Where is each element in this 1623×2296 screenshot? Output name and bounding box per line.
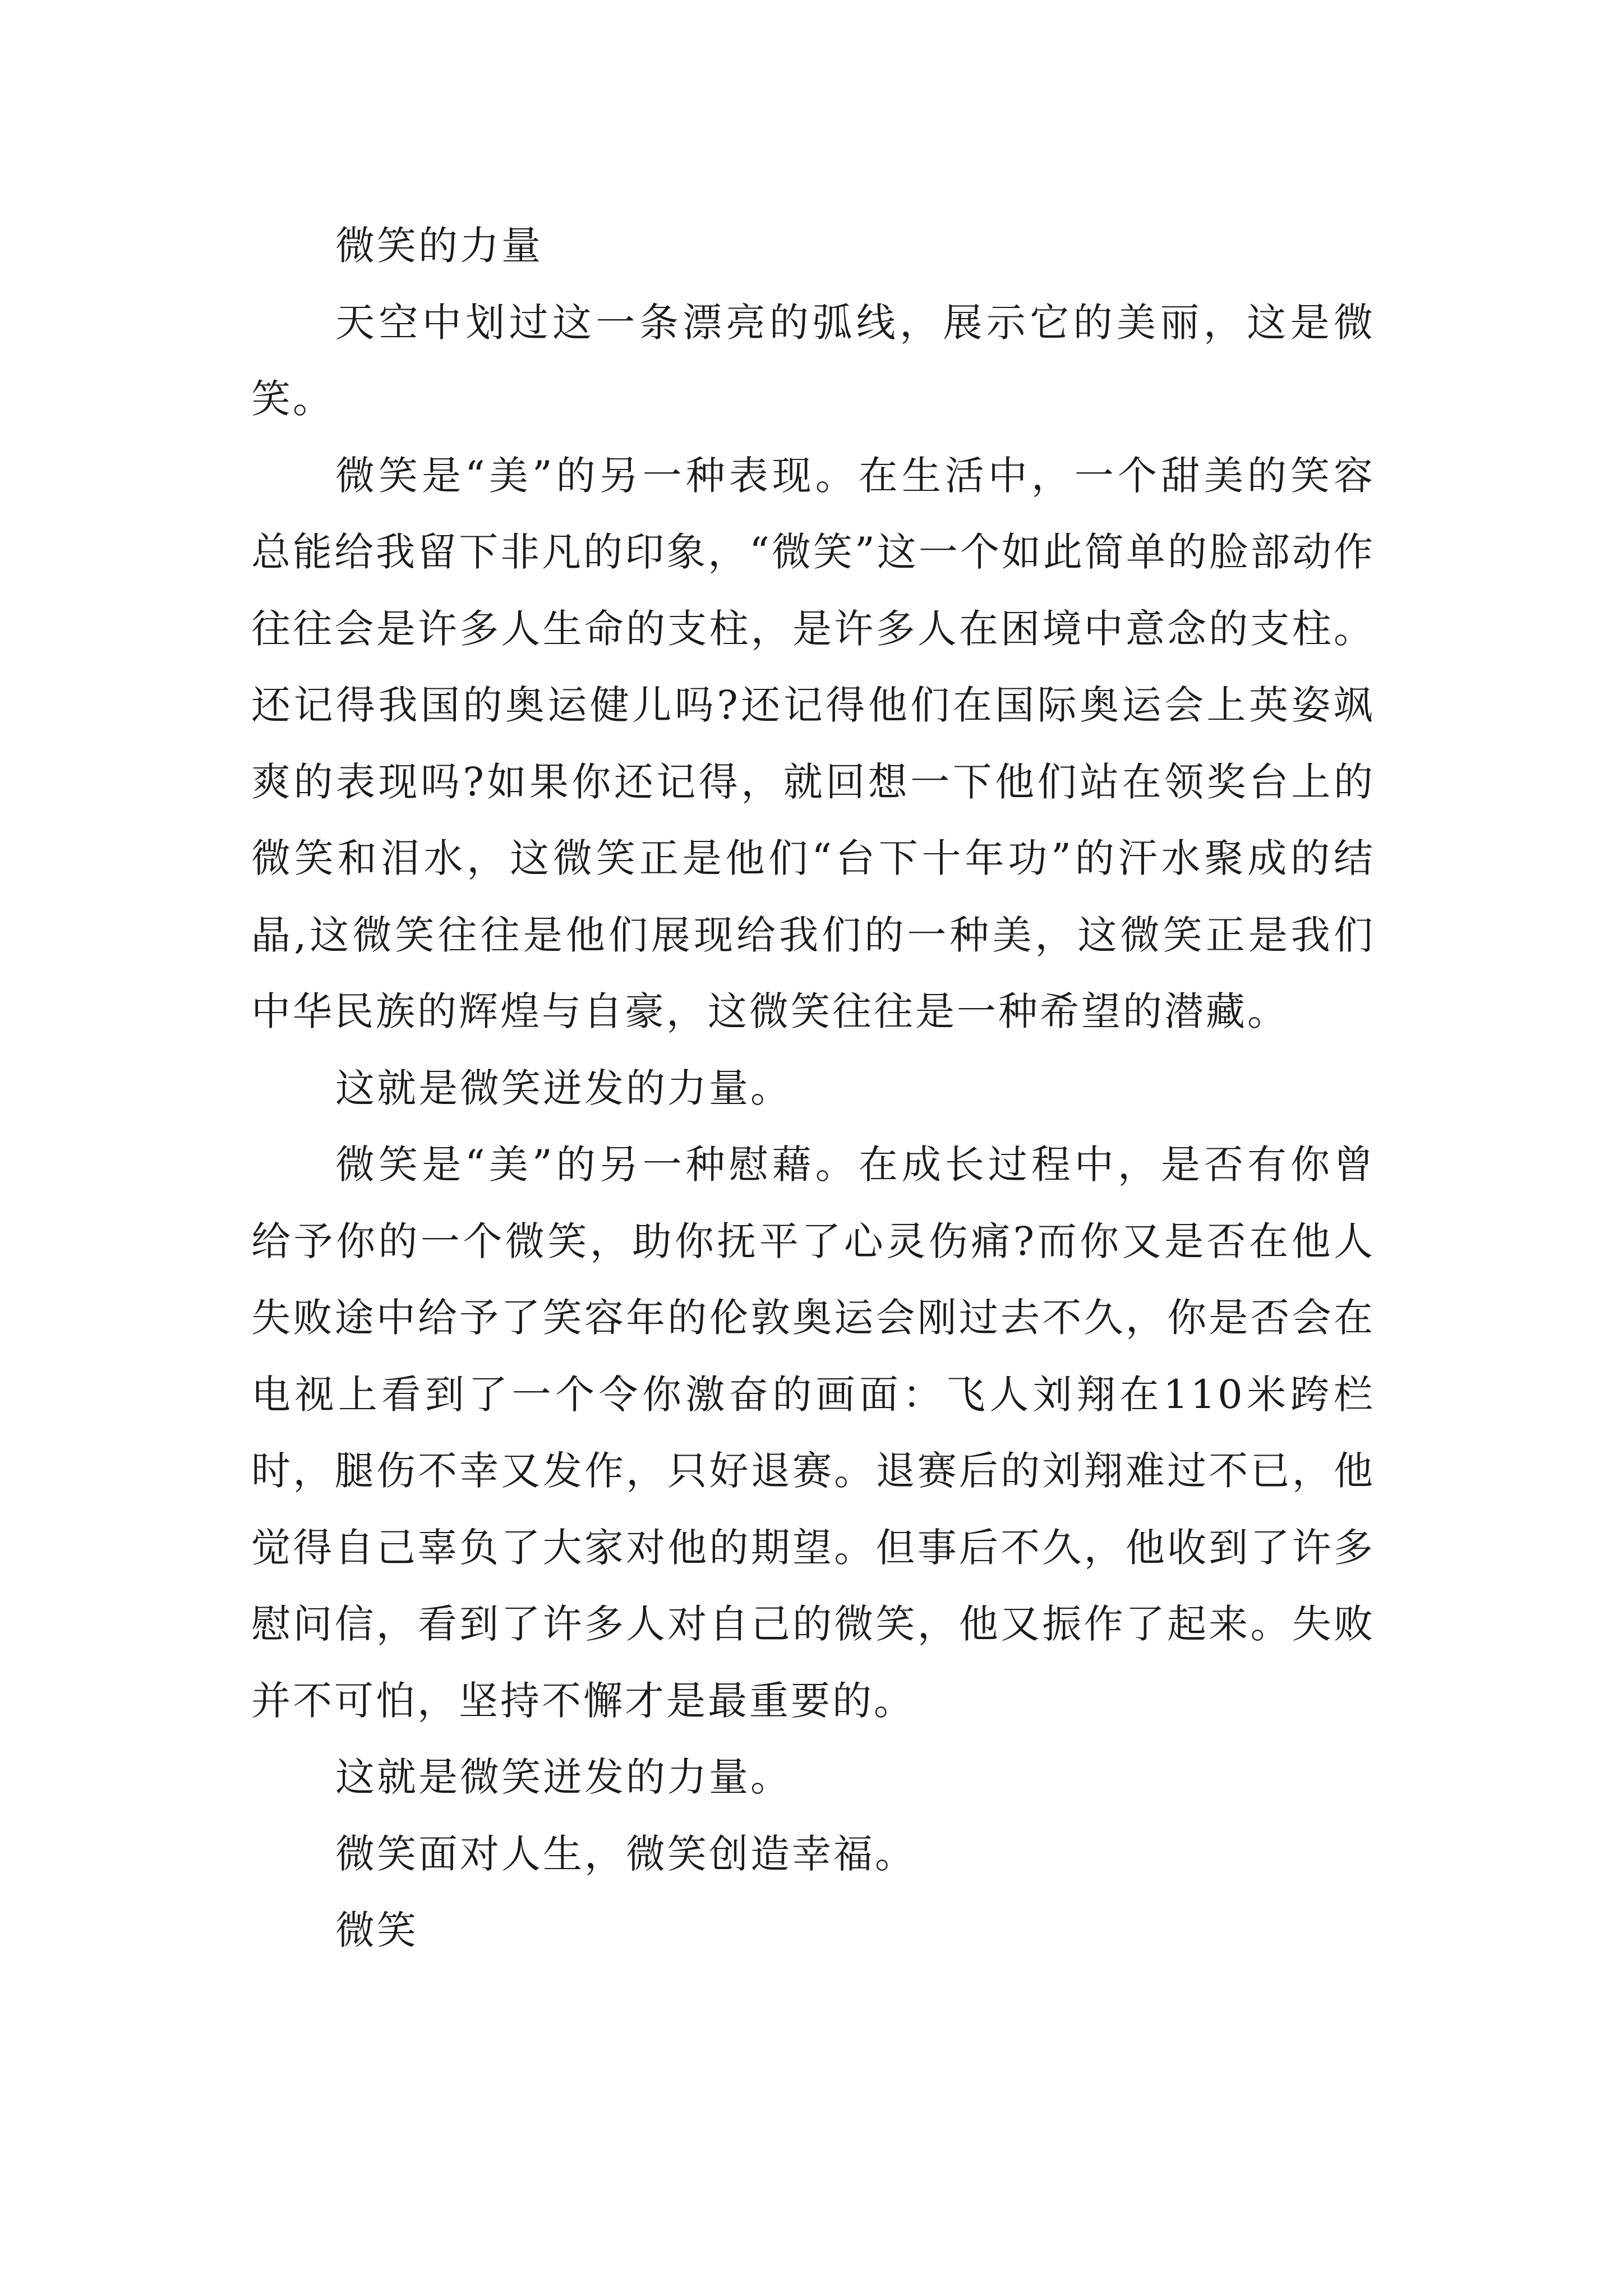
paragraph: 这就是微笑迸发的力量。 bbox=[335, 1754, 792, 1800]
paragraph: 天空中划过这一条漂亮的弧线，展示它的美丽，这是微笑。 bbox=[251, 299, 1375, 422]
paragraph: 微笑是“美”的另一种表现。在生活中，一个甜美的笑容总能给我留下非凡的印象，“微笑”这一个如此简单的脸部动作往往会是许多人生命的支柱，是许多人在困境中意念的支柱。还记得我国的奥运健儿吗?还记得他们在国际奥运会上英姿飒爽的表现吗?如果你还记得，就回想一下他们站在领奖台上的微笑和泪水，这微笑正是他们“台下十年功”的汗水聚成的结晶,这微笑往往是他们展现给我们的一种美，这微笑正是我们中华民族的辉煌与自豪，这微笑往往是一种希望的潜藏。 bbox=[251, 452, 1375, 1034]
paragraph: 微笑是“美”的另一种慰藉。在成长过程中，是否有你曾给予你的一个微笑，助你抚平了心灵伤痛?而你又是否在他人失败途中给予了笑容年的伦敦奥运会刚过去不久，你是否会在电视上看到了一个令你激奋的画面：飞人刘翔在110米跨栏时，腿伤不幸又发作，只好退赛。退赛后的刘翔难过不已，他觉得自己辜负了大家对他的期望。但事后不久，他收到了许多慰问信，看到了许多人对自己的微笑，他又振作了起来。失败并不可怕，坚持不懈才是最重要的。 bbox=[251, 1142, 1375, 1724]
paragraph: 微笑 bbox=[335, 1907, 418, 1953]
paragraph: 这就是微笑迸发的力量。 bbox=[335, 1065, 792, 1111]
document-body bbox=[251, 208, 1375, 1969]
paragraph: 微笑面对人生，微笑创造幸福。 bbox=[335, 1830, 916, 1877]
document-title: 微笑的力量 bbox=[335, 223, 543, 269]
